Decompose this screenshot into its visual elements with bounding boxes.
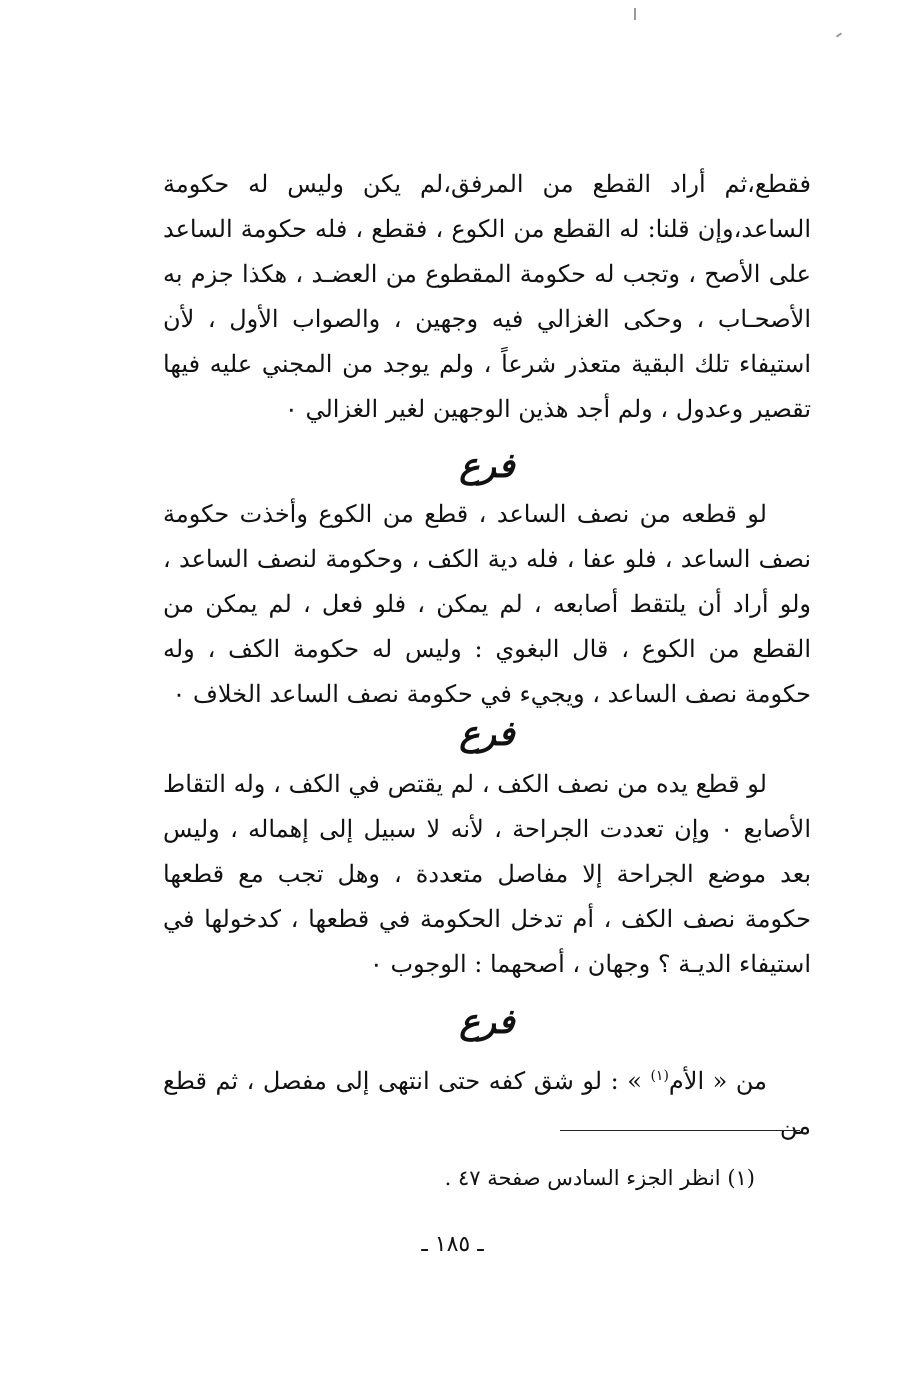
paragraph-text: لو قطعه من نصف الساعد ، قطع من الكوع وأخذت حكومة نصف الساعد ، فلو عفا ، فله دية الكف ، وحكومة لنصف الساعد ، ولو أراد أن يلتقط أصابعه ، لم يمكن ، فلو فعل ، لم يمكن من القطع من الكوع ، قال البغوي : وليس له حكومة الكف ، وله حكومة نصف الساعد ، ويجيء في حكومة نصف الساعد الخلاف ٠ xyxy=(163,500,811,708)
scan-speck xyxy=(836,32,842,37)
footnote: (١) انظر الجزء السادس صفحة ٤٧ . xyxy=(444,1166,755,1190)
paragraph-continuation xyxy=(163,162,811,432)
paragraph-text: فقطع،ثم أراد القطع من المرفق،لم يكن وليس له حكومة الساعد،وإن قلنا: له القطع من الكوع ، فقطع ، فله حكومة الساعد على الأصح ، وتجب له حكومة المقطوع من العضـد ، هكذا جزم به الأصحـاب ، وحكى الغزالي فيه وجهين ، والصواب الأول ، لأن استيفاء تلك البقية متعذر شرعاً ، ولم يوجد من المجني عليه فيها تقصير وعدول ، ولم أجد هذين الوجهين لغير الغزالي ٠ xyxy=(163,170,811,423)
paragraph-text-start: من « الأم xyxy=(668,1067,768,1095)
paragraph-branch-2 xyxy=(163,762,811,987)
paragraph-text xyxy=(163,1054,811,1149)
paragraph-text: لو قطع يده من نصف الكف ، لم يقتص في الكف ، وله التقاط الأصابع ٠ وإن تعددت الجراحة ، لأنه لا سبيل إلى إهماله ، وليس بعد موضع الجراحة إلا مفاصل متعددة ، وهل تجب مع قطعها حكومة نصف الكف ، أم تدخل الحكومة في قطعها ، كدخولها في استيفاء الديـة ؟ وجهان ، أصحهما : الوجوب ٠ xyxy=(163,770,811,978)
page-number: ـ ١٨٥ ـ xyxy=(421,1232,484,1257)
paragraph-branch-3 xyxy=(163,1054,811,1149)
section-heading: فرع xyxy=(459,1002,515,1042)
paragraph-branch-1 xyxy=(163,492,811,717)
section-heading: فرع xyxy=(459,714,515,754)
scan-speck xyxy=(634,8,636,20)
footnote-reference: (١) xyxy=(650,1068,669,1084)
paragraph-text-end: » : لو شق كفه حتى انتهى إلى مفصل ، ثم قطع من xyxy=(163,1067,811,1140)
section-heading: فرع xyxy=(459,446,515,486)
footnote-divider xyxy=(560,1130,800,1131)
